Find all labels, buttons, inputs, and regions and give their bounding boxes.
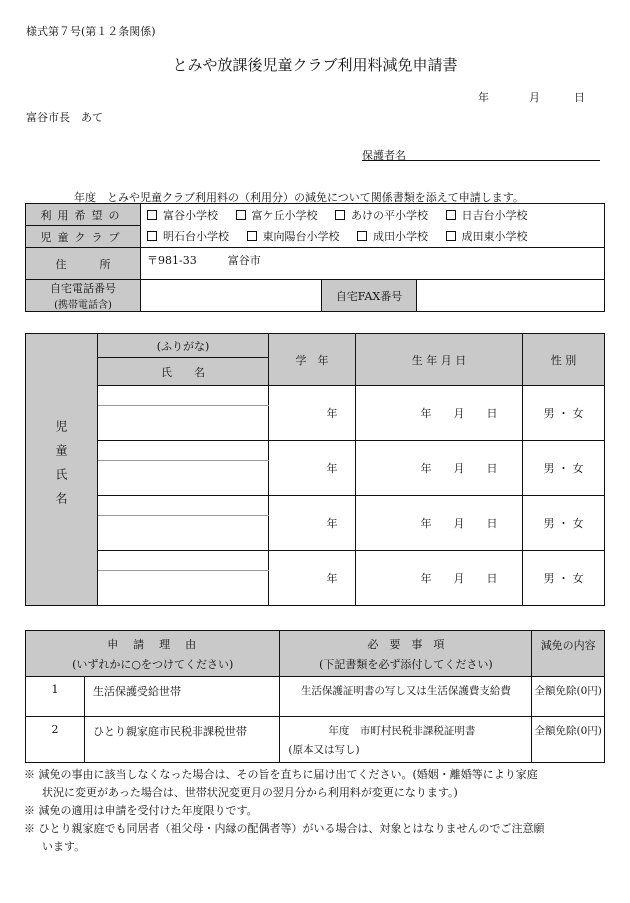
reason-text[interactable]: ひとり親家庭市民税非課税世帯 xyxy=(85,717,280,763)
guardian-name-line[interactable] xyxy=(362,160,600,161)
checkbox-icon[interactable] xyxy=(247,231,257,241)
requirement-text: 生活保護証明書の写し又は生活保護費支給費 xyxy=(280,677,532,717)
grade-field[interactable]: 年 xyxy=(269,551,356,606)
checkbox-icon[interactable] xyxy=(335,210,345,220)
city-prefix: 富谷市 xyxy=(227,254,261,267)
exemption-header: 減免の内容 xyxy=(532,631,605,677)
furigana-header: (ふりがな) xyxy=(98,334,269,358)
club-option[interactable]: 明石台小学校 xyxy=(147,228,229,244)
furigana-field[interactable] xyxy=(98,551,269,571)
gender-header: 性 別 xyxy=(523,334,605,386)
checkbox-icon[interactable] xyxy=(236,210,246,220)
note-line: 状況に変更があった場合は、世帯状況変更月の翌月分から利用料が変更になります。) xyxy=(42,786,458,799)
reasons-table xyxy=(25,630,605,763)
requirement-text: 年度 市町村民税非課税証明書 (原本又は写し) xyxy=(280,717,532,763)
furigana-field[interactable] xyxy=(98,496,269,516)
children-table xyxy=(25,333,605,606)
reason-number: 1 xyxy=(26,677,85,717)
gender-field[interactable]: 男 ・ 女 xyxy=(523,386,605,441)
club-label: 利用希望の xyxy=(26,204,141,226)
name-field[interactable] xyxy=(98,571,269,606)
postal-prefix: 〒981-33 xyxy=(147,254,197,267)
grade-field[interactable]: 年 xyxy=(269,386,356,441)
grade-field[interactable]: 年 xyxy=(269,441,356,496)
fax-label: 自宅FAX番号 xyxy=(322,280,417,312)
note-line: ※ ひとり親家庭でも同居者（祖父母・内縁の配偶者等）がいる場合は、対象とはなりませんのでご注意願 xyxy=(24,822,545,835)
reason-number: 2 xyxy=(26,717,85,763)
name-header: 氏 名 xyxy=(98,358,269,386)
reason-header: 申 請 理 由 (いずれかに○をつけてください) xyxy=(26,631,280,677)
phone-field[interactable] xyxy=(141,280,322,312)
note-line: います。 xyxy=(42,840,86,853)
exemption-text: 全額免除(0円) xyxy=(532,717,605,763)
grade-field[interactable]: 年 xyxy=(269,496,356,551)
addressee: 富谷市長 あて xyxy=(26,111,103,124)
notes xyxy=(24,766,609,856)
club-option[interactable]: 成田東小学校 xyxy=(446,228,528,244)
address-label: 住 所 xyxy=(26,248,141,280)
club-options-row2 xyxy=(141,226,605,248)
checkbox-icon[interactable] xyxy=(446,231,456,241)
checkbox-icon[interactable] xyxy=(147,210,157,220)
exemption-text: 全額免除(0円) xyxy=(532,677,605,717)
club-label-2: 児童クラブ xyxy=(26,226,141,248)
checkbox-icon[interactable] xyxy=(446,210,456,220)
mobile-note: (携帯電話含) xyxy=(54,300,112,311)
gender-field[interactable]: 男 ・ 女 xyxy=(523,441,605,496)
intro-text: 年度 とみや児童クラブ利用料の（利用分）の減免について関係書類を添えて申請します。 xyxy=(74,191,524,204)
name-field[interactable] xyxy=(98,461,269,496)
club-options-row1 xyxy=(141,204,605,226)
requirements-header: 必 要 事 項 (下記書類を必ず添付してください) xyxy=(280,631,532,677)
checkbox-icon[interactable] xyxy=(147,231,157,241)
note-line: ※ 減免の事由に該当しなくなった場合は、その旨を直ちに届け出てください。(婚姻・離婚等により家庭 xyxy=(24,768,538,781)
gender-field[interactable]: 男 ・ 女 xyxy=(523,551,605,606)
date-year: 年 xyxy=(478,91,489,104)
checkbox-icon[interactable] xyxy=(357,231,367,241)
club-option[interactable]: あけの平小学校 xyxy=(335,207,428,223)
fax-field[interactable] xyxy=(417,280,605,312)
applicant-table xyxy=(25,203,605,312)
children-side-label: 児童氏名 xyxy=(26,334,98,606)
date-month: 月 xyxy=(529,91,540,104)
guardian-label: 保護者名 xyxy=(362,149,406,162)
grade-header: 学 年 xyxy=(269,334,356,386)
club-option[interactable]: 日吉台小学校 xyxy=(446,207,528,223)
name-field[interactable] xyxy=(98,406,269,441)
club-option[interactable]: 成田小学校 xyxy=(357,228,428,244)
furigana-field[interactable] xyxy=(98,441,269,461)
birth-field[interactable]: 年 月 日 xyxy=(356,441,523,496)
page-title: とみや放課後児童クラブ利用料減免申請書 xyxy=(172,56,458,74)
note-line: ※ 減免の適用は申請を受付けた年度限りです。 xyxy=(24,804,258,817)
address-field[interactable] xyxy=(141,248,605,280)
birth-field[interactable]: 年 月 日 xyxy=(356,551,523,606)
reason-text[interactable]: 生活保護受給世帯 xyxy=(85,677,280,717)
gender-field[interactable]: 男 ・ 女 xyxy=(523,496,605,551)
date-day: 日 xyxy=(574,91,585,104)
birth-field[interactable]: 年 月 日 xyxy=(356,386,523,441)
club-option[interactable]: 富ケ丘小学校 xyxy=(236,207,318,223)
birth-header: 生 年 月 日 xyxy=(356,334,523,386)
furigana-field[interactable] xyxy=(98,386,269,406)
club-option[interactable]: 富谷小学校 xyxy=(147,207,218,223)
phone-label: 自宅電話番号 (携帯電話含) xyxy=(26,280,141,312)
form-number: 様式第７号(第１２条関係) xyxy=(26,25,156,38)
name-field[interactable] xyxy=(98,516,269,551)
birth-field[interactable]: 年 月 日 xyxy=(356,496,523,551)
club-option[interactable]: 東向陽台小学校 xyxy=(247,228,340,244)
